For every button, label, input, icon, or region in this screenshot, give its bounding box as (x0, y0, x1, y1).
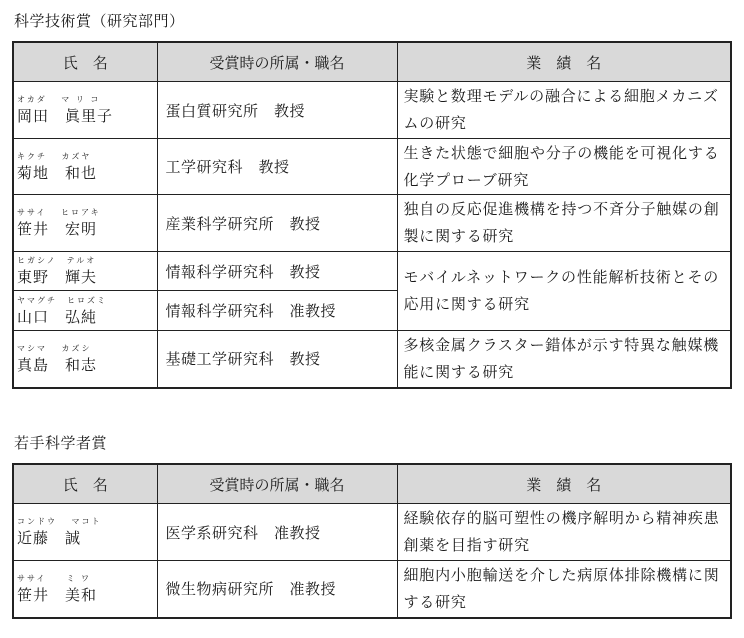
research-award-table (12, 41, 732, 389)
section-title-research: 科学技術賞（研究部門） (14, 12, 185, 30)
awardee-name: 真島 和志 (17, 355, 98, 374)
achievement-cell: 多核金属クラスター錯体が示す特異な触媒機能に関する研究 (397, 331, 731, 388)
affiliation-cell: 工学研究科 教授 (157, 139, 397, 195)
name-ruby: ササイ ヒロアキ (17, 208, 101, 217)
young-scientist-award-table (12, 463, 732, 619)
table-row (13, 561, 731, 618)
awardee-name-cell (13, 291, 157, 331)
awardee-name-cell (13, 252, 157, 291)
awardee-name: 山口 弘純 (17, 307, 98, 326)
awardee-name: 笹井 宏明 (17, 220, 98, 238)
table-header-row (13, 464, 731, 504)
awardee-name: 菊地 和也 (17, 163, 98, 182)
awardee-name: 岡田 眞里子 (17, 107, 114, 125)
header-affiliation: 受賞時の所属・職名 (157, 464, 397, 504)
name-ruby: キクチ カズヤ (17, 151, 92, 161)
achievement-cell: 独自の反応促進機構を持つ不斉分子触媒の創製に関する研究 (397, 195, 731, 252)
affiliation-cell: 情報科学研究科 教授 (157, 252, 397, 291)
awardee-name: 東野 輝夫 (17, 268, 98, 286)
awardee-name-cell (13, 82, 157, 139)
header-achievement: 業 績 名 (397, 464, 731, 504)
affiliation-cell: 微生物病研究所 准教授 (157, 561, 397, 618)
achievement-cell: 実験と数理モデルの融合による細胞メカニズムの研究 (397, 82, 731, 139)
achievement-cell: モバイルネットワークの性能解析技術とその応用に関する研究 (397, 252, 731, 331)
table-row (13, 139, 731, 195)
table-row (13, 252, 731, 291)
awardee-name-cell (13, 504, 157, 561)
achievement-cell: 細胞内小胞輸送を介した病原体排除機構に関する研究 (397, 561, 731, 618)
awardee-name: 笹井 美和 (17, 585, 98, 604)
table-row (13, 195, 731, 252)
affiliation-cell: 産業科学研究所 教授 (157, 195, 397, 252)
achievement-cell: 経験依存的脳可塑性の機序解明から精神疾患創薬を目指す研究 (397, 504, 731, 561)
name-ruby: マシマ カズシ (17, 343, 92, 353)
header-affiliation: 受賞時の所属・職名 (157, 42, 397, 82)
name-ruby: ササイ ミ ワ (17, 573, 91, 583)
awardee-name: 近藤 誠 (17, 529, 82, 547)
section-title-young-scientist: 若手科学者賞 (14, 434, 108, 452)
affiliation-cell: 医学系研究科 准教授 (157, 504, 397, 561)
awardee-name-cell (13, 195, 157, 252)
table-row (13, 82, 731, 139)
awardee-name-cell (13, 139, 157, 195)
name-ruby: オカダ マ リ コ (17, 95, 101, 104)
affiliation-cell: 情報科学研究科 准教授 (157, 291, 397, 331)
awardee-name-cell (13, 561, 157, 618)
achievement-cell: 生きた状態で細胞や分子の機能を可視化する化学プローブ研究 (397, 139, 731, 195)
name-ruby: ヒガシノ テルオ (17, 256, 97, 265)
header-achievement: 業 績 名 (397, 42, 731, 82)
name-ruby: コンドウ マコト (17, 517, 102, 526)
awardee-name-cell (13, 331, 157, 388)
header-name: 氏 名 (13, 464, 157, 504)
affiliation-cell: 基礎工学研究科 教授 (157, 331, 397, 388)
header-name: 氏 名 (13, 42, 157, 82)
table-row (13, 504, 731, 561)
name-ruby: ヤマグチ ヒロズミ (17, 295, 107, 305)
affiliation-cell: 蛋白質研究所 教授 (157, 82, 397, 139)
table-header-row (13, 42, 731, 82)
table-row (13, 331, 731, 388)
